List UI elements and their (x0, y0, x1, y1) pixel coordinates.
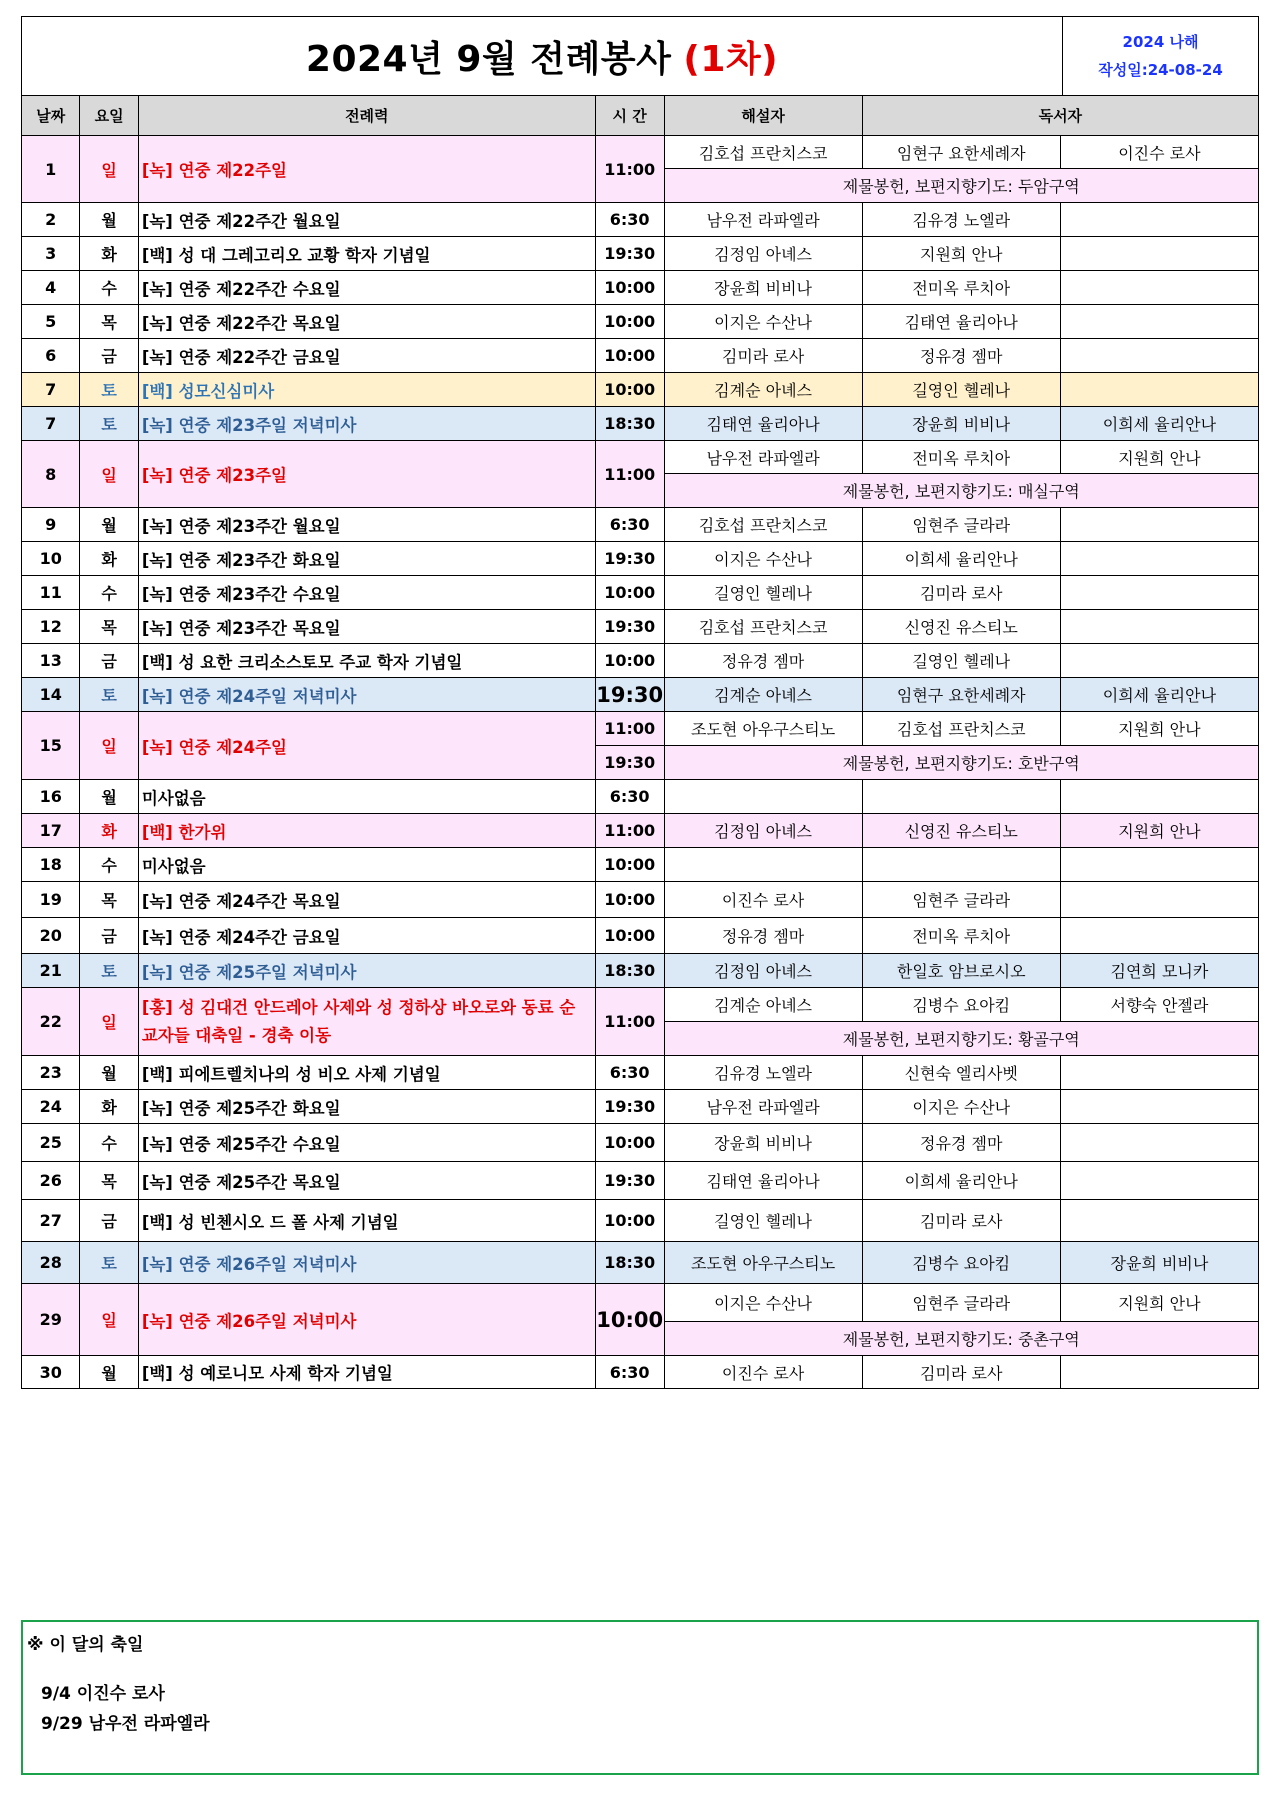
day-cell: 목 (80, 1162, 138, 1200)
reader-cell: 임현구 요한세례자 (862, 678, 1060, 712)
date-cell: 13 (22, 644, 80, 678)
reader-cell: 전미옥 루치아 (862, 271, 1060, 305)
reader-cell: 전미옥 루치아 (862, 441, 1060, 474)
time-cell: 18:30 (595, 407, 664, 441)
table-row (22, 441, 1259, 474)
liturgy-cell: [녹] 연중 제25주간 목요일 (138, 1162, 595, 1200)
time-cell: 10:00 (595, 918, 664, 954)
day-cell: 수 (80, 1124, 138, 1162)
reader-cell (1060, 508, 1258, 542)
table-row (22, 1356, 1259, 1389)
time-cell: 10:00 (595, 644, 664, 678)
table-row (22, 712, 1259, 746)
table-row (22, 203, 1259, 237)
col-commentator-header: 해설자 (664, 96, 862, 136)
reader-cell: 임현주 글라라 (862, 882, 1060, 918)
schedule-body (22, 136, 1259, 1389)
time-cell: 11:00 (595, 136, 664, 203)
liturgy-cell: [녹] 연중 제22주간 금요일 (138, 339, 595, 373)
day-cell: 토 (80, 407, 138, 441)
day-cell: 일 (80, 988, 138, 1056)
reader-cell: 전미옥 루치아 (862, 918, 1060, 954)
commentator-cell: 정유경 젬마 (664, 918, 862, 954)
reader-cell: 장윤희 비비나 (1060, 1242, 1258, 1284)
reader-cell: 김태연 율리아나 (862, 305, 1060, 339)
commentator-cell: 이진수 로사 (664, 1356, 862, 1389)
offering-cell: 제물봉헌, 보편지향기도: 중촌구역 (664, 1322, 1258, 1356)
date-cell: 8 (22, 441, 80, 508)
liturgy-cell: [녹] 연중 제23주일 저녁미사 (138, 407, 595, 441)
reader-cell: 이진수 로사 (1060, 136, 1258, 169)
date-cell: 25 (22, 1124, 80, 1162)
time-cell: 11:00 (595, 988, 664, 1056)
reader-cell: 김유경 노엘라 (862, 203, 1060, 237)
reader-cell (1060, 305, 1258, 339)
table-row (22, 988, 1259, 1022)
time-cell: 10:00 (595, 305, 664, 339)
table-row (22, 373, 1259, 407)
liturgy-cell: [녹] 연중 제24주간 목요일 (138, 882, 595, 918)
commentator-cell: 김미라 로사 (664, 339, 862, 373)
date-cell: 19 (22, 882, 80, 918)
time-cell: 6:30 (595, 508, 664, 542)
day-cell: 수 (80, 576, 138, 610)
reader-cell: 길영인 헬레나 (862, 373, 1060, 407)
reader-cell (1060, 373, 1258, 407)
reader-cell: 김병수 요아킴 (862, 988, 1060, 1022)
table-row (22, 1200, 1259, 1242)
col-reader-header: 독서자 (862, 96, 1258, 136)
liturgy-cell: [녹] 연중 제23주간 목요일 (138, 610, 595, 644)
liturgy-cell: 미사없음 (138, 780, 595, 814)
date-cell: 15 (22, 712, 80, 780)
commentator-cell: 조도현 아우구스티노 (664, 1242, 862, 1284)
commentator-cell: 이진수 로사 (664, 882, 862, 918)
commentator-cell: 길영인 헬레나 (664, 576, 862, 610)
reader-cell (1060, 1200, 1258, 1242)
commentator-cell: 김호섭 프란치스코 (664, 136, 862, 169)
time-cell: 19:30 (595, 678, 664, 712)
reader-cell: 임현구 요한세례자 (862, 136, 1060, 169)
table-row (22, 542, 1259, 576)
day-cell: 목 (80, 305, 138, 339)
liturgy-cell: [백] 성 요한 크리소스토모 주교 학자 기념일 (138, 644, 595, 678)
liturgy-cell: [백] 피에트렐치나의 성 비오 사제 기념일 (138, 1056, 595, 1090)
date-cell: 7 (22, 373, 80, 407)
day-cell: 일 (80, 712, 138, 780)
time-cell: 11:00 (595, 441, 664, 508)
reader-cell (1060, 237, 1258, 271)
date-cell: 22 (22, 988, 80, 1056)
liturgy-cell: [홍] 성 김대건 안드레아 사제와 성 정하상 바오로와 동료 순교자들 대축일 - 경축 이동 (138, 988, 595, 1056)
schedule-header (21, 16, 1259, 95)
date-cell: 29 (22, 1284, 80, 1356)
date-cell: 11 (22, 576, 80, 610)
date-cell: 9 (22, 508, 80, 542)
liturgy-cell: [백] 성 빈첸시오 드 폴 사제 기념일 (138, 1200, 595, 1242)
reader-cell (1060, 1056, 1258, 1090)
time-cell: 10:00 (595, 1284, 664, 1356)
time-cell: 10:00 (595, 882, 664, 918)
reader-cell: 임현주 글라라 (862, 1284, 1060, 1322)
reader-cell: 정유경 젬마 (862, 1124, 1060, 1162)
reader-cell: 이지은 수산나 (862, 1090, 1060, 1124)
liturgy-cell: [녹] 연중 제24주일 저녁미사 (138, 678, 595, 712)
liturgy-cell: [백] 한가위 (138, 814, 595, 848)
commentator-cell: 김호섭 프란치스코 (664, 508, 862, 542)
schedule-table (21, 95, 1259, 1389)
reader-cell (862, 780, 1060, 814)
day-cell: 목 (80, 882, 138, 918)
day-cell: 월 (80, 508, 138, 542)
reader-cell: 김미라 로사 (862, 1200, 1060, 1242)
table-row (22, 1056, 1259, 1090)
reader-cell: 신영진 유스티노 (862, 814, 1060, 848)
day-cell: 토 (80, 954, 138, 988)
reader-cell: 지원희 안나 (862, 237, 1060, 271)
table-row (22, 644, 1259, 678)
date-cell: 4 (22, 271, 80, 305)
day-cell: 토 (80, 373, 138, 407)
time-cell: 10:00 (595, 339, 664, 373)
commentator-cell: 김계순 아녜스 (664, 373, 862, 407)
title-text: 2024년 9월 전례봉사 (305, 38, 672, 80)
reader-cell (1060, 203, 1258, 237)
time-cell: 10:00 (595, 373, 664, 407)
commentator-cell: 이지은 수산나 (664, 305, 862, 339)
liturgy-cell: 미사없음 (138, 848, 595, 882)
time-cell: 11:00 (595, 712, 664, 746)
time-cell: 6:30 (595, 1356, 664, 1389)
commentator-cell: 장윤희 비비나 (664, 271, 862, 305)
date-cell: 26 (22, 1162, 80, 1200)
date-cell: 3 (22, 237, 80, 271)
reader-cell: 이희세 율리안나 (1060, 407, 1258, 441)
liturgy-cell: [녹] 연중 제23주일 (138, 441, 595, 508)
col-date-header: 날짜 (22, 96, 80, 136)
feast-item: 9/29 남우전 라파엘라 (41, 1714, 210, 1734)
reader-cell: 한일호 암브로시오 (862, 954, 1060, 988)
date-cell: 17 (22, 814, 80, 848)
day-cell: 토 (80, 678, 138, 712)
liturgy-cell: [녹] 연중 제22주간 수요일 (138, 271, 595, 305)
date-cell: 23 (22, 1056, 80, 1090)
liturgy-cell: [백] 성 예로니모 사제 학자 기념일 (138, 1356, 595, 1389)
liturgy-cell: [녹] 연중 제23주간 화요일 (138, 542, 595, 576)
time-cell: 6:30 (595, 203, 664, 237)
reader-cell: 장윤희 비비나 (862, 407, 1060, 441)
commentator-cell: 김태연 율리아나 (664, 1162, 862, 1200)
time-cell: 10:00 (595, 271, 664, 305)
time-cell: 11:00 (595, 814, 664, 848)
date-cell: 14 (22, 678, 80, 712)
day-cell: 월 (80, 1056, 138, 1090)
table-row (22, 1284, 1259, 1322)
liturgy-cell: [녹] 연중 제24주간 금요일 (138, 918, 595, 954)
commentator-cell (664, 780, 862, 814)
table-row (22, 610, 1259, 644)
reader-cell: 김연희 모니카 (1060, 954, 1258, 988)
day-cell: 월 (80, 1356, 138, 1389)
day-cell: 월 (80, 780, 138, 814)
schedule-sheet (21, 16, 1259, 1389)
date-cell: 21 (22, 954, 80, 988)
commentator-cell: 남우전 라파엘라 (664, 441, 862, 474)
date-cell: 2 (22, 203, 80, 237)
time-cell: 19:30 (595, 542, 664, 576)
reader-cell: 지원희 안나 (1060, 441, 1258, 474)
time-cell: 10:00 (595, 848, 664, 882)
day-cell: 월 (80, 203, 138, 237)
liturgy-cell: [녹] 연중 제23주간 수요일 (138, 576, 595, 610)
date-cell: 16 (22, 780, 80, 814)
reader-cell: 지원희 안나 (1060, 712, 1258, 746)
day-cell: 금 (80, 1200, 138, 1242)
day-cell: 금 (80, 918, 138, 954)
col-day-header: 요일 (80, 96, 138, 136)
table-row (22, 1162, 1259, 1200)
commentator-cell: 김계순 아녜스 (664, 988, 862, 1022)
table-row (22, 918, 1259, 954)
table-row (22, 848, 1259, 882)
date-cell: 30 (22, 1356, 80, 1389)
liturgy-cell: [녹] 연중 제22주간 월요일 (138, 203, 595, 237)
reader-cell (1060, 576, 1258, 610)
commentator-cell: 김태연 율리아나 (664, 407, 862, 441)
reader-cell: 신현숙 엘리사벳 (862, 1056, 1060, 1090)
table-row (22, 271, 1259, 305)
reader-cell (1060, 848, 1258, 882)
day-cell: 화 (80, 542, 138, 576)
reader-cell (1060, 644, 1258, 678)
offering-cell: 제물봉헌, 보편지향기도: 매실구역 (664, 474, 1258, 508)
time-cell: 19:30 (595, 1162, 664, 1200)
day-cell: 일 (80, 136, 138, 203)
time-cell: 6:30 (595, 1056, 664, 1090)
commentator-cell: 남우전 라파엘라 (664, 203, 862, 237)
commentator-cell: 남우전 라파엘라 (664, 1090, 862, 1124)
day-cell: 일 (80, 441, 138, 508)
liturgy-cell: [녹] 연중 제24주일 (138, 712, 595, 780)
reader-cell: 김미라 로사 (862, 1356, 1060, 1389)
table-row (22, 407, 1259, 441)
liturgy-cell: [백] 성모신심미사 (138, 373, 595, 407)
reader-cell (1060, 1356, 1258, 1389)
reader-cell: 이희세 율리안나 (862, 542, 1060, 576)
day-cell: 화 (80, 814, 138, 848)
date-cell: 12 (22, 610, 80, 644)
date-cell: 5 (22, 305, 80, 339)
table-row (22, 136, 1259, 169)
time-cell: 18:30 (595, 954, 664, 988)
table-row (22, 814, 1259, 848)
table-row (22, 882, 1259, 918)
date-cell: 20 (22, 918, 80, 954)
table-row (22, 678, 1259, 712)
commentator-cell: 김정임 아녜스 (664, 954, 862, 988)
commentator-cell (664, 848, 862, 882)
time-cell: 10:00 (595, 1124, 664, 1162)
commentator-cell: 김유경 노엘라 (664, 1056, 862, 1090)
reader-cell (1060, 1124, 1258, 1162)
time-cell: 6:30 (595, 780, 664, 814)
reader-cell: 지원희 안나 (1060, 814, 1258, 848)
offering-cell: 제물봉헌, 보편지향기도: 황골구역 (664, 1022, 1258, 1056)
time-cell: 19:30 (595, 237, 664, 271)
table-header-row (22, 96, 1259, 136)
day-cell: 토 (80, 1242, 138, 1284)
commentator-cell: 김호섭 프란치스코 (664, 610, 862, 644)
table-row (22, 305, 1259, 339)
reader-cell: 김병수 요아킴 (862, 1242, 1060, 1284)
written-date: 작성일:24-08-24 (1098, 61, 1223, 79)
date-cell: 7 (22, 407, 80, 441)
feast-item: 9/4 이진수 로사 (41, 1684, 165, 1704)
liturgy-cell: [녹] 연중 제26주일 저녁미사 (138, 1242, 595, 1284)
reader-cell (1060, 542, 1258, 576)
commentator-cell: 장윤희 비비나 (664, 1124, 862, 1162)
reader-cell (1060, 610, 1258, 644)
commentator-cell: 정유경 젬마 (664, 644, 862, 678)
time-cell: 19:30 (595, 610, 664, 644)
date-cell: 27 (22, 1200, 80, 1242)
reader-cell (1060, 918, 1258, 954)
header-meta (1062, 17, 1258, 95)
table-row (22, 954, 1259, 988)
commentator-cell: 이지은 수산나 (664, 1284, 862, 1322)
table-row (22, 508, 1259, 542)
date-cell: 18 (22, 848, 80, 882)
title-suffix: (1차) (683, 38, 779, 80)
reader-cell: 지원희 안나 (1060, 1284, 1258, 1322)
date-cell: 24 (22, 1090, 80, 1124)
liturgy-cell: [녹] 연중 제25주일 저녁미사 (138, 954, 595, 988)
reader-cell: 김호섭 프란치스코 (862, 712, 1060, 746)
table-row (22, 1242, 1259, 1284)
liturgy-cell: [녹] 연중 제23주간 월요일 (138, 508, 595, 542)
reader-cell (1060, 271, 1258, 305)
feast-title: ※ 이 달의 축일 (27, 1635, 144, 1655)
reader-cell: 김미라 로사 (862, 576, 1060, 610)
date-cell: 10 (22, 542, 80, 576)
date-cell: 1 (22, 136, 80, 203)
offering-cell: 제물봉헌, 보편지향기도: 두암구역 (664, 169, 1258, 203)
liturgy-cell: [녹] 연중 제22주간 목요일 (138, 305, 595, 339)
reader-cell (1060, 339, 1258, 373)
reader-cell: 정유경 젬마 (862, 339, 1060, 373)
commentator-cell: 김정임 아녜스 (664, 814, 862, 848)
date-cell: 6 (22, 339, 80, 373)
day-cell: 목 (80, 610, 138, 644)
time-cell: 19:30 (595, 1090, 664, 1124)
date-cell: 28 (22, 1242, 80, 1284)
time-cell: 18:30 (595, 1242, 664, 1284)
reader-cell: 이희세 율리안나 (862, 1162, 1060, 1200)
table-row (22, 339, 1259, 373)
reader-cell: 서향숙 안젤라 (1060, 988, 1258, 1022)
table-row (22, 237, 1259, 271)
table-row (22, 1090, 1259, 1124)
commentator-cell: 김계순 아녜스 (664, 678, 862, 712)
commentator-cell: 김정임 아녜스 (664, 237, 862, 271)
table-row (22, 780, 1259, 814)
liturgy-cell: [녹] 연중 제25주간 화요일 (138, 1090, 595, 1124)
reader-cell: 이희세 율리안나 (1060, 678, 1258, 712)
reader-cell: 신영진 유스티노 (862, 610, 1060, 644)
day-cell: 일 (80, 1284, 138, 1356)
reader-cell (1060, 780, 1258, 814)
liturgy-cell: [녹] 연중 제22주일 (138, 136, 595, 203)
page-title (22, 17, 1062, 95)
day-cell: 수 (80, 848, 138, 882)
day-cell: 화 (80, 1090, 138, 1124)
commentator-cell: 길영인 헬레나 (664, 1200, 862, 1242)
col-liturgy-header: 전례력 (138, 96, 595, 136)
year-label: 2024 나해 (1122, 33, 1199, 51)
table-row (22, 1124, 1259, 1162)
day-cell: 수 (80, 271, 138, 305)
reader-cell (1060, 882, 1258, 918)
day-cell: 화 (80, 237, 138, 271)
reader-cell (862, 848, 1060, 882)
commentator-cell: 이지은 수산나 (664, 542, 862, 576)
day-cell: 금 (80, 644, 138, 678)
reader-cell: 길영인 헬레나 (862, 644, 1060, 678)
table-row (22, 576, 1259, 610)
liturgy-cell: [녹] 연중 제25주간 수요일 (138, 1124, 595, 1162)
liturgy-cell: [백] 성 대 그레고리오 교황 학자 기념일 (138, 237, 595, 271)
feast-box (21, 1620, 1259, 1775)
liturgy-cell: [녹] 연중 제26주일 저녁미사 (138, 1284, 595, 1356)
reader-cell (1060, 1162, 1258, 1200)
reader-cell: 임현주 글라라 (862, 508, 1060, 542)
offering-cell: 제물봉헌, 보편지향기도: 호반구역 (664, 746, 1258, 780)
day-cell: 금 (80, 339, 138, 373)
time-cell: 10:00 (595, 576, 664, 610)
col-time-header: 시 간 (595, 96, 664, 136)
reader-cell (1060, 1090, 1258, 1124)
time-cell: 10:00 (595, 1200, 664, 1242)
commentator-cell: 조도현 아우구스티노 (664, 712, 862, 746)
time-cell: 19:30 (595, 746, 664, 780)
